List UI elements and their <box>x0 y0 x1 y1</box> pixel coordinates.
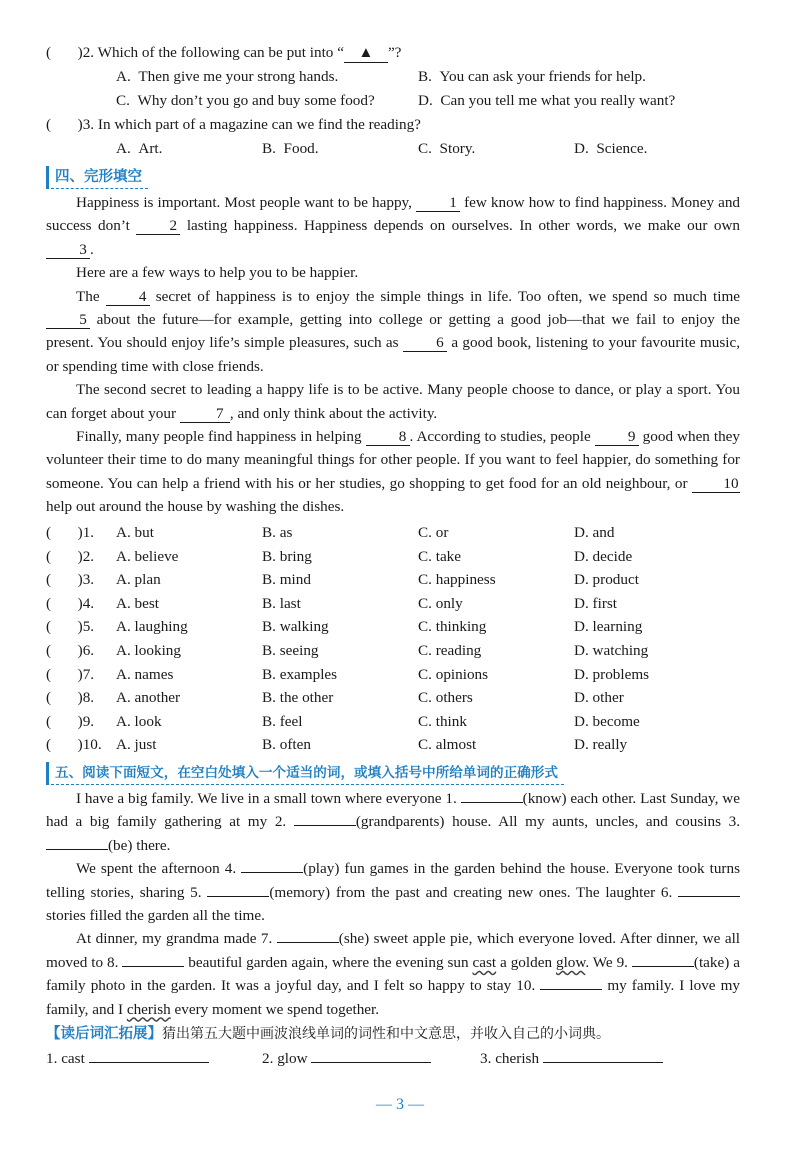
vocab-answer-3[interactable] <box>543 1062 663 1063</box>
vocab-answer-1[interactable] <box>89 1062 209 1063</box>
cloze-option-a[interactable]: A. just <box>116 736 157 754</box>
cloze-question-row: ( )9. <box>46 712 95 730</box>
blank-8[interactable]: 8 <box>366 428 410 446</box>
answer-paren[interactable]: ( <box>46 44 78 61</box>
blank-6[interactable]: 6 <box>403 334 447 352</box>
cloze-option-a[interactable]: A. but <box>116 524 154 541</box>
gf-blank-5[interactable] <box>207 896 269 897</box>
gf-para-2: We spent the afternoon 4. (play) fun games in the garden behind the house. Everyone took turns telling stories, sharing 5. (memory) from the past and creating new ones. The laughter 6. stories filled the garden all the time. <box>46 860 740 925</box>
cloze-option-b[interactable]: B. last <box>262 594 301 612</box>
cloze-option-d[interactable]: D. really <box>574 736 628 754</box>
cloze-question-row: ( )8. <box>46 689 95 707</box>
cloze-option-a[interactable]: A. best <box>116 594 160 612</box>
cloze-option-c[interactable]: C. happiness <box>418 571 496 589</box>
blank-3[interactable]: 3 <box>46 241 90 259</box>
gf-blank-10[interactable] <box>540 989 602 990</box>
gf-para-1: I have a big family. We live in a small town where everyone 1. (know) each other. Last Sunday, we had a big family gathering at my 2. (grandparents) house. All my aunts, uncles, and cousins 3. (be) there. <box>46 790 741 854</box>
wavy-word-cast: cast <box>472 953 497 971</box>
vocab-answer-2[interactable] <box>311 1062 431 1063</box>
cloze-question-row: ( )1. <box>46 524 95 541</box>
q3-option-b[interactable]: B. Food. <box>262 140 319 157</box>
cloze-option-b[interactable]: B. feel <box>262 712 303 730</box>
cloze-option-c[interactable]: C. almost <box>418 736 477 754</box>
question-3: ( )3. In which part of a magazine can we find the reading? <box>46 116 421 133</box>
wavy-word-glow: glow <box>555 953 586 971</box>
cloze-para-3: The 4 secret of happiness is to enjoy the simple things in life. Too often, we spend so much time 5 about the future—for example, getting into college or getting a good job—that we fail to enjoy the present. You should enjoy life’s simple pleasures, such as 6 a good book, listening to your favourite music, or spending time with close friends. <box>46 287 741 375</box>
gf-blank-3[interactable] <box>46 849 108 850</box>
cloze-option-a[interactable]: A. looking <box>116 642 181 659</box>
q2-option-d[interactable]: D. Can you tell me what you really want? <box>418 92 676 109</box>
vocab-instruction: 猜出第五大题中画波浪线单词的词性和中文意思，并收入自己的小词典。 <box>162 1026 610 1042</box>
cloze-question-row: ( )2. <box>46 547 95 565</box>
answer-paren[interactable]: ( <box>46 524 78 541</box>
cloze-option-d[interactable]: D. product <box>574 571 639 589</box>
cloze-option-a[interactable]: A. believe <box>116 547 179 565</box>
triangle-marker-icon: ▲ <box>344 44 388 63</box>
cloze-option-b[interactable]: B. as <box>262 524 293 541</box>
answer-paren[interactable]: ( <box>46 594 78 612</box>
blank-4[interactable]: 4 <box>106 288 150 306</box>
q3-option-d[interactable]: D. Science. <box>574 140 648 157</box>
cloze-para-1: Happiness is important. Most people want to be happy, 1 few know how to find happiness. Money and success don’t 2 lasting happiness. Happiness depends on ourselves. In other words, we make our own 3 . <box>46 194 741 258</box>
answer-paren[interactable]: ( <box>46 547 78 565</box>
cloze-option-d[interactable]: D. learning <box>574 618 643 636</box>
section-5-heading: 五、阅读下面短文，在空白处填入一个适当的词，或填入括号中所给单词的正确形式 <box>46 762 564 785</box>
cloze-option-a[interactable]: A. look <box>116 712 162 730</box>
cloze-option-a[interactable]: A. plan <box>116 571 161 589</box>
cloze-option-c[interactable]: C. reading <box>418 642 482 659</box>
cloze-option-b[interactable]: B. seeing <box>262 642 319 659</box>
answer-paren[interactable]: ( <box>46 665 78 683</box>
gf-para-3: At dinner, my grandma made 7. (she) sweet apple pie, which everyone loved. After dinner, we all moved to 8. beautiful garden again, where the evening sun cast a golden glow. We 9. (take) a family photo in the garden. It was a joyful day, and I felt so happy to stay 10. my family. I love my family, and I cherish every moment we spend together. <box>46 930 741 1018</box>
cloze-option-c[interactable]: C. thinking <box>418 618 487 636</box>
question-2: ( )2. Which of the following can be put into “ ▲ ”? <box>46 44 402 61</box>
cloze-option-d[interactable]: D. decide <box>574 547 633 565</box>
vocab-item-2: 2. glow <box>262 1050 431 1068</box>
cloze-option-c[interactable]: C. or <box>418 524 449 541</box>
cloze-option-c[interactable]: C. take <box>418 547 462 565</box>
blank-9[interactable]: 9 <box>595 428 639 446</box>
cloze-option-d[interactable]: D. problems <box>574 665 650 683</box>
q2-option-a[interactable]: A. Then give me your strong hands. <box>116 68 339 85</box>
gf-blank-4[interactable] <box>241 872 303 873</box>
vocab-item-1: 1. cast <box>46 1050 209 1068</box>
cloze-option-a[interactable]: A. another <box>116 689 181 707</box>
vocab-item-3: 3. cherish <box>480 1050 663 1068</box>
cloze-option-b[interactable]: B. walking <box>262 618 329 636</box>
cloze-question-row: ( )7. <box>46 665 95 683</box>
cloze-option-d[interactable]: D. first <box>574 594 618 612</box>
cloze-option-d[interactable]: D. watching <box>574 642 649 659</box>
answer-paren[interactable]: ( <box>46 571 78 589</box>
cloze-question-row: ( )6. <box>46 642 95 659</box>
blank-7[interactable]: 7 <box>180 405 230 423</box>
q3-option-c[interactable]: C. Story. <box>418 140 476 157</box>
blank-5[interactable]: 5 <box>46 311 90 329</box>
cloze-option-a[interactable]: A. names <box>116 665 174 683</box>
answer-paren[interactable]: ( <box>46 689 78 707</box>
cloze-option-c[interactable]: C. only <box>418 594 463 612</box>
cloze-question-row: ( )4. <box>46 594 95 612</box>
answer-paren[interactable]: ( <box>46 116 78 133</box>
cloze-option-b[interactable]: B. the other <box>262 689 334 707</box>
q3-option-a[interactable]: A. Art. <box>116 140 163 157</box>
answer-paren[interactable]: ( <box>46 736 78 754</box>
cloze-option-c[interactable]: C. opinions <box>418 665 489 683</box>
vocab-tag: 【读后词汇拓展】 <box>46 1026 162 1042</box>
q2-option-b[interactable]: B. You can ask your friends for help. <box>418 68 646 85</box>
cloze-para-5: Finally, many people find happiness in helping 8 . According to studies, people 9 good when they volunteer their time to do many meaningful things for other people. If you want to feel happier, do something for someone. You can help a friend with his or her studies, go shopping to get food for an old neighbour, or 10 help out around the house by washing the dishes. <box>46 428 741 516</box>
answer-paren[interactable]: ( <box>46 642 78 659</box>
cloze-passage <box>46 191 740 519</box>
gf-blank-7[interactable] <box>277 942 339 943</box>
answer-paren[interactable]: ( <box>46 618 78 636</box>
cloze-option-b[interactable]: B. mind <box>262 571 311 589</box>
cloze-option-b[interactable]: B. bring <box>262 547 312 565</box>
cloze-option-c[interactable]: C. others <box>418 689 473 707</box>
cloze-option-d[interactable]: D. become <box>574 712 640 730</box>
gf-blank-6[interactable] <box>678 896 740 897</box>
cloze-para-2: Here are a few ways to help you to be happier. <box>76 264 359 282</box>
cloze-para-4: The second secret to leading a happy life is to be active. Many people choose to dance, or play a sport. You can forget about your 7 , and only think about the activity. <box>46 381 740 422</box>
blank-2[interactable]: 2 <box>136 217 180 235</box>
section-4-heading: 四、完形填空 <box>46 166 148 189</box>
q2-option-c[interactable]: C. Why don’t you go and buy some food? <box>116 92 375 109</box>
answer-paren[interactable]: ( <box>46 712 78 730</box>
cloze-question-row: ( )10. <box>46 736 102 754</box>
gf-blank-8[interactable] <box>122 966 184 967</box>
cloze-question-row: ( )5. <box>46 618 95 636</box>
gf-blank-9[interactable] <box>632 966 694 967</box>
wavy-word-cherish: cherish <box>126 1000 171 1018</box>
vocab-extension <box>46 1022 610 1043</box>
cloze-option-d[interactable]: D. and <box>574 524 615 541</box>
cloze-option-b[interactable]: B. often <box>262 736 311 754</box>
cloze-option-d[interactable]: D. other <box>574 689 624 707</box>
grammar-fill-passage <box>46 787 740 1021</box>
page-number: — 3 — <box>376 1096 424 1113</box>
gf-blank-2[interactable] <box>294 825 356 826</box>
gf-blank-1[interactable] <box>461 802 523 803</box>
cloze-question-row: ( )3. <box>46 571 95 589</box>
cloze-option-b[interactable]: B. examples <box>262 665 338 683</box>
blank-1[interactable]: 1 <box>416 194 460 212</box>
blank-10[interactable]: 10 <box>692 475 740 493</box>
cloze-option-c[interactable]: C. think <box>418 712 467 730</box>
cloze-option-a[interactable]: A. laughing <box>116 618 188 636</box>
